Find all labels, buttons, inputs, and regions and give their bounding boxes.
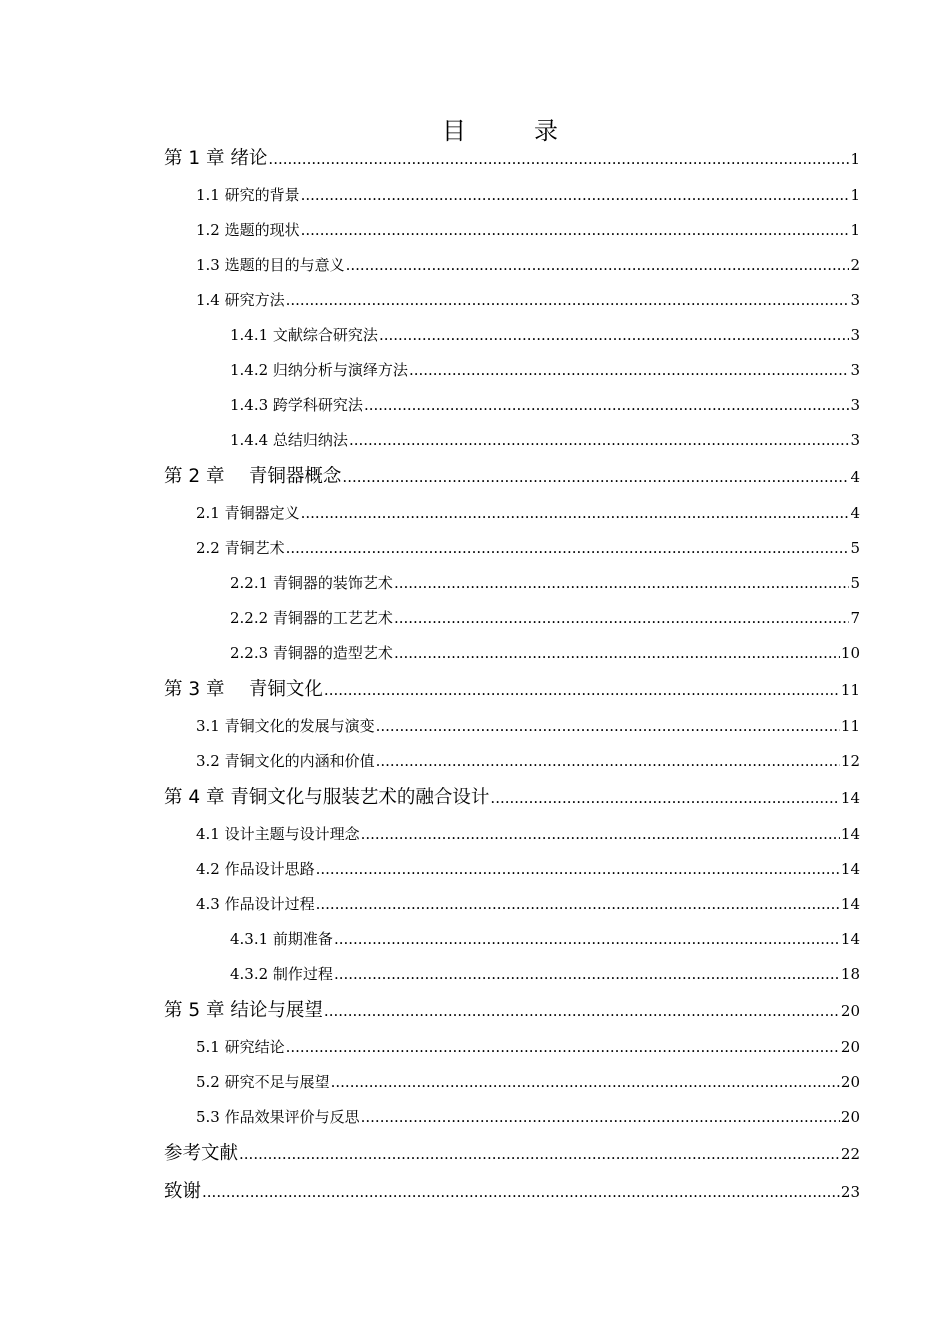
toc-entry-subsection[interactable] (164, 388, 860, 423)
dot-leader (324, 671, 840, 709)
toc-entry-section[interactable] (164, 817, 860, 852)
toc-entry-page-number: 3 (850, 361, 860, 379)
toc-entry-subsection[interactable] (164, 636, 860, 671)
toc-entry-label: 4.3 作品设计过程 (196, 895, 315, 913)
toc-entry-section[interactable] (164, 744, 860, 779)
dot-leader (324, 992, 840, 1030)
toc-entry-label: 第 1 章 绪论 (164, 148, 268, 169)
dot-leader (331, 1065, 840, 1100)
toc-entry-page-number: 3 (850, 431, 860, 449)
toc-entry-label: 1.4.1 文献综合研究法 (230, 326, 378, 344)
toc-entry-page-number: 3 (850, 291, 860, 309)
toc-entry-label: 2.2.3 青铜器的造型艺术 (230, 644, 393, 662)
toc-entry-chapter[interactable] (164, 779, 860, 817)
dot-leader (286, 1030, 840, 1065)
toc-entry-page-number: 7 (850, 609, 860, 627)
toc-entry-label: 1.4.2 归纳分析与演绎方法 (230, 361, 408, 379)
toc-entry-subsection[interactable] (164, 423, 860, 458)
toc-entry-label: 5.1 研究结论 (196, 1038, 285, 1056)
toc-entry-chapter[interactable] (164, 671, 860, 709)
toc-entry-page-number: 14 (840, 930, 860, 948)
dot-leader (394, 566, 850, 601)
toc-entry-page-number: 22 (840, 1145, 860, 1163)
toc-entry-section[interactable] (164, 709, 860, 744)
dot-leader (394, 636, 840, 671)
toc-entry-section[interactable] (164, 1030, 860, 1065)
toc-entry-label: 第 5 章 结论与展望 (164, 1000, 323, 1021)
dot-leader (301, 496, 850, 531)
toc-entry-subsection[interactable] (164, 318, 860, 353)
toc-entry-subsection[interactable] (164, 957, 860, 992)
dot-leader (316, 887, 840, 922)
toc-entry-chapter[interactable] (164, 140, 860, 178)
toc-entry-label: 4.2 作品设计思路 (196, 860, 315, 878)
page-title: 目 录 (442, 117, 580, 145)
toc-entry-label: 致谢 (164, 1181, 202, 1202)
toc-entry-section[interactable] (164, 1065, 860, 1100)
toc-entry-page-number: 20 (840, 1002, 860, 1020)
dot-leader (376, 744, 840, 779)
toc-entry-page-number: 10 (840, 644, 860, 662)
dot-leader (286, 283, 850, 318)
toc-entry-page-number: 14 (840, 895, 860, 913)
toc-entry-section[interactable] (164, 531, 860, 566)
toc-entry-subsection[interactable] (164, 922, 860, 957)
dot-leader (379, 318, 850, 353)
dot-leader (361, 817, 840, 852)
toc-entry-page-number: 3 (850, 326, 860, 344)
dot-leader (490, 779, 839, 817)
toc-entry-section[interactable] (164, 213, 860, 248)
toc-entry-label: 2.1 青铜器定义 (196, 504, 300, 522)
toc-entry-section[interactable] (164, 496, 860, 531)
toc-entry-page-number: 14 (840, 789, 860, 807)
toc-entry-page-number: 4 (850, 468, 860, 486)
toc-entry-label: 第 3 章 青铜文化 (164, 679, 323, 700)
toc-entry-section[interactable] (164, 178, 860, 213)
toc-entry-label: 1.3 选题的目的与意义 (196, 256, 345, 274)
toc-entry-chapter[interactable] (164, 458, 860, 496)
toc-entry-page-number: 1 (850, 150, 860, 168)
toc-entry-chapter[interactable] (164, 1173, 860, 1211)
dot-leader (342, 458, 849, 496)
toc-entry-label: 3.2 青铜文化的内涵和价值 (196, 752, 375, 770)
toc-entry-label: 2.2 青铜艺术 (196, 539, 285, 557)
dot-leader (301, 178, 850, 213)
toc-entry-label: 2.2.1 青铜器的装饰艺术 (230, 574, 393, 592)
toc-entry-label: 5.2 研究不足与展望 (196, 1073, 330, 1091)
dot-leader (268, 140, 849, 178)
toc-entry-page-number: 12 (840, 752, 860, 770)
toc-entry-label: 1.1 研究的背景 (196, 186, 300, 204)
toc-entry-page-number: 11 (840, 717, 860, 735)
toc-entry-page-number: 14 (840, 825, 860, 843)
toc-entry-label: 5.3 作品效果评价与反思 (196, 1108, 360, 1126)
toc-entry-label: 1.4 研究方法 (196, 291, 285, 309)
dot-leader (301, 213, 850, 248)
toc-entry-page-number: 1 (850, 186, 860, 204)
toc-entry-page-number: 14 (840, 860, 860, 878)
dot-leader (349, 423, 850, 458)
toc-entry-section[interactable] (164, 852, 860, 887)
toc-entry-page-number: 5 (850, 539, 860, 557)
dot-leader (376, 709, 840, 744)
toc-entry-page-number: 20 (840, 1038, 860, 1056)
toc-entry-label: 参考文献 (164, 1143, 239, 1164)
toc-entry-label: 1.2 选题的现状 (196, 221, 300, 239)
dot-leader (409, 353, 850, 388)
toc-entry-page-number: 1 (850, 221, 860, 239)
toc-entry-page-number: 18 (840, 965, 860, 983)
dot-leader (286, 531, 850, 566)
dot-leader (316, 852, 840, 887)
toc-entry-label: 4.3.2 制作过程 (230, 965, 333, 983)
toc-entry-page-number: 20 (840, 1073, 860, 1091)
dot-leader (361, 1100, 840, 1135)
dot-leader (394, 601, 850, 636)
toc-entry-section[interactable] (164, 248, 860, 283)
dot-leader (239, 1135, 840, 1173)
toc-entry-label: 3.1 青铜文化的发展与演变 (196, 717, 375, 735)
toc-entry-page-number: 4 (850, 504, 860, 522)
toc-entry-subsection[interactable] (164, 601, 860, 636)
toc-entry-label: 2.2.2 青铜器的工艺艺术 (230, 609, 393, 627)
dot-leader (364, 388, 850, 423)
toc-entry-subsection[interactable] (164, 353, 860, 388)
dot-leader (334, 922, 840, 957)
toc-entry-section[interactable] (164, 283, 860, 318)
toc-entry-section[interactable] (164, 887, 860, 922)
toc-entry-label: 1.4.4 总结归纳法 (230, 431, 348, 449)
toc-entry-chapter[interactable] (164, 1135, 860, 1173)
dot-leader (202, 1173, 840, 1211)
dot-leader (346, 248, 850, 283)
toc-entry-label: 第 2 章 青铜器概念 (164, 466, 342, 487)
toc-entry-page-number: 2 (850, 256, 860, 274)
toc-entry-label: 4.3.1 前期准备 (230, 930, 333, 948)
toc-entry-section[interactable] (164, 1100, 860, 1135)
toc-entry-chapter[interactable] (164, 992, 860, 1030)
dot-leader (334, 957, 840, 992)
toc-entry-page-number: 3 (850, 396, 860, 414)
toc-entry-page-number: 11 (840, 681, 860, 699)
toc-entry-page-number: 5 (850, 574, 860, 592)
toc-entry-label: 1.4.3 跨学科研究法 (230, 396, 363, 414)
toc-entry-subsection[interactable] (164, 566, 860, 601)
toc-entry-label: 4.1 设计主题与设计理念 (196, 825, 360, 843)
toc-entry-page-number: 23 (840, 1183, 860, 1201)
toc-entry-page-number: 20 (840, 1108, 860, 1126)
toc-entry-label: 第 4 章 青铜文化与服装艺术的融合设计 (164, 787, 490, 808)
table-of-contents (164, 140, 860, 1211)
